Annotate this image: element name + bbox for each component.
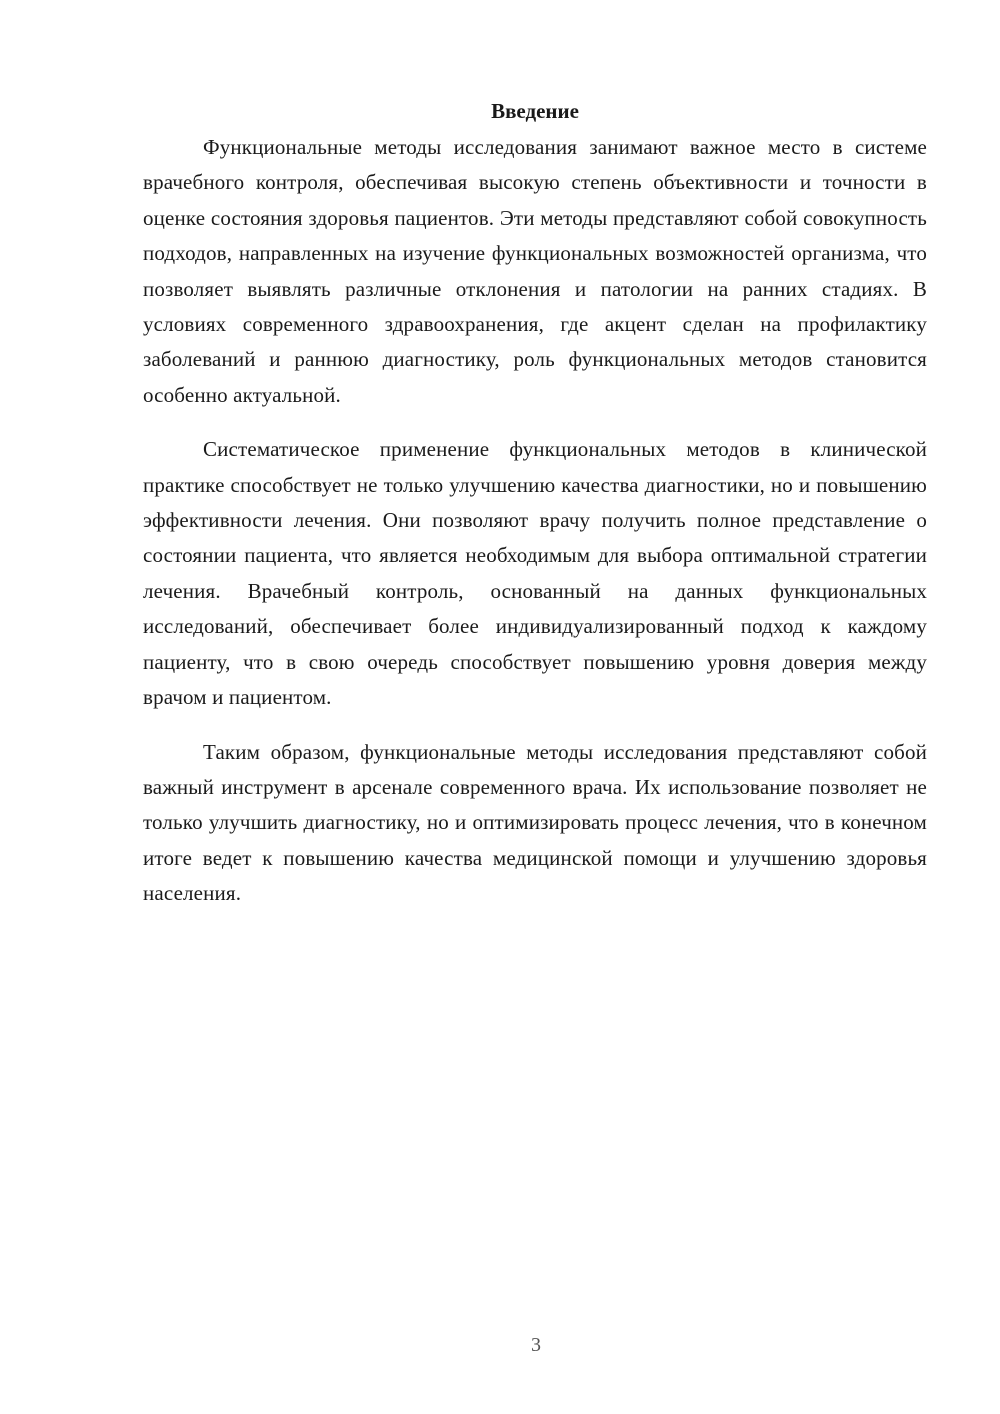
section-heading: Введение — [491, 99, 579, 123]
paragraph-1: Функциональные методы исследования занимают важное место в системе врачебного контроля, обеспечивая высокую степень объективности и точности в оценке состояния здоровья пациентов. Эти методы представляют собой совокупность подходов, направленных на изучение функциональных возможностей организма, что позволяет выявлять различные отклонения и патологии на ранних стадиях. В условиях современного здравоохранения, где акцент сделан на профилактику заболеваний и раннюю диагностику, роль функциональных методов становится особенно актуальной. — [143, 135, 927, 407]
document-page — [143, 96, 927, 931]
paragraph-3: Таким образом, функциональные методы исследования представляют собой важный инструмент в арсенале современного врача. Их использование позволяет не только улучшить диагностику, но и оптимизировать процесс лечения, что в конечном итоге ведет к повышению качества медицинской помощи и улучшению здоровья населения. — [143, 739, 927, 906]
page-number: 3 — [531, 1334, 541, 1356]
paragraph-2: Систематическое применение функциональных методов в клинической практике способствует не только улучшению качества диагностики, но и повышению эффективности лечения. Они позволяют врачу получить полное представление о состоянии пациента, что является необходимым для выбора оптимальной стратегии лечения. Врачебный контроль, основанный на данных функциональных исследований, обеспечивает более индивидуализированный подход к каждому пациенту, что в свою очередь способствует повышению уровня доверия между врачом и пациентом. — [143, 437, 927, 710]
